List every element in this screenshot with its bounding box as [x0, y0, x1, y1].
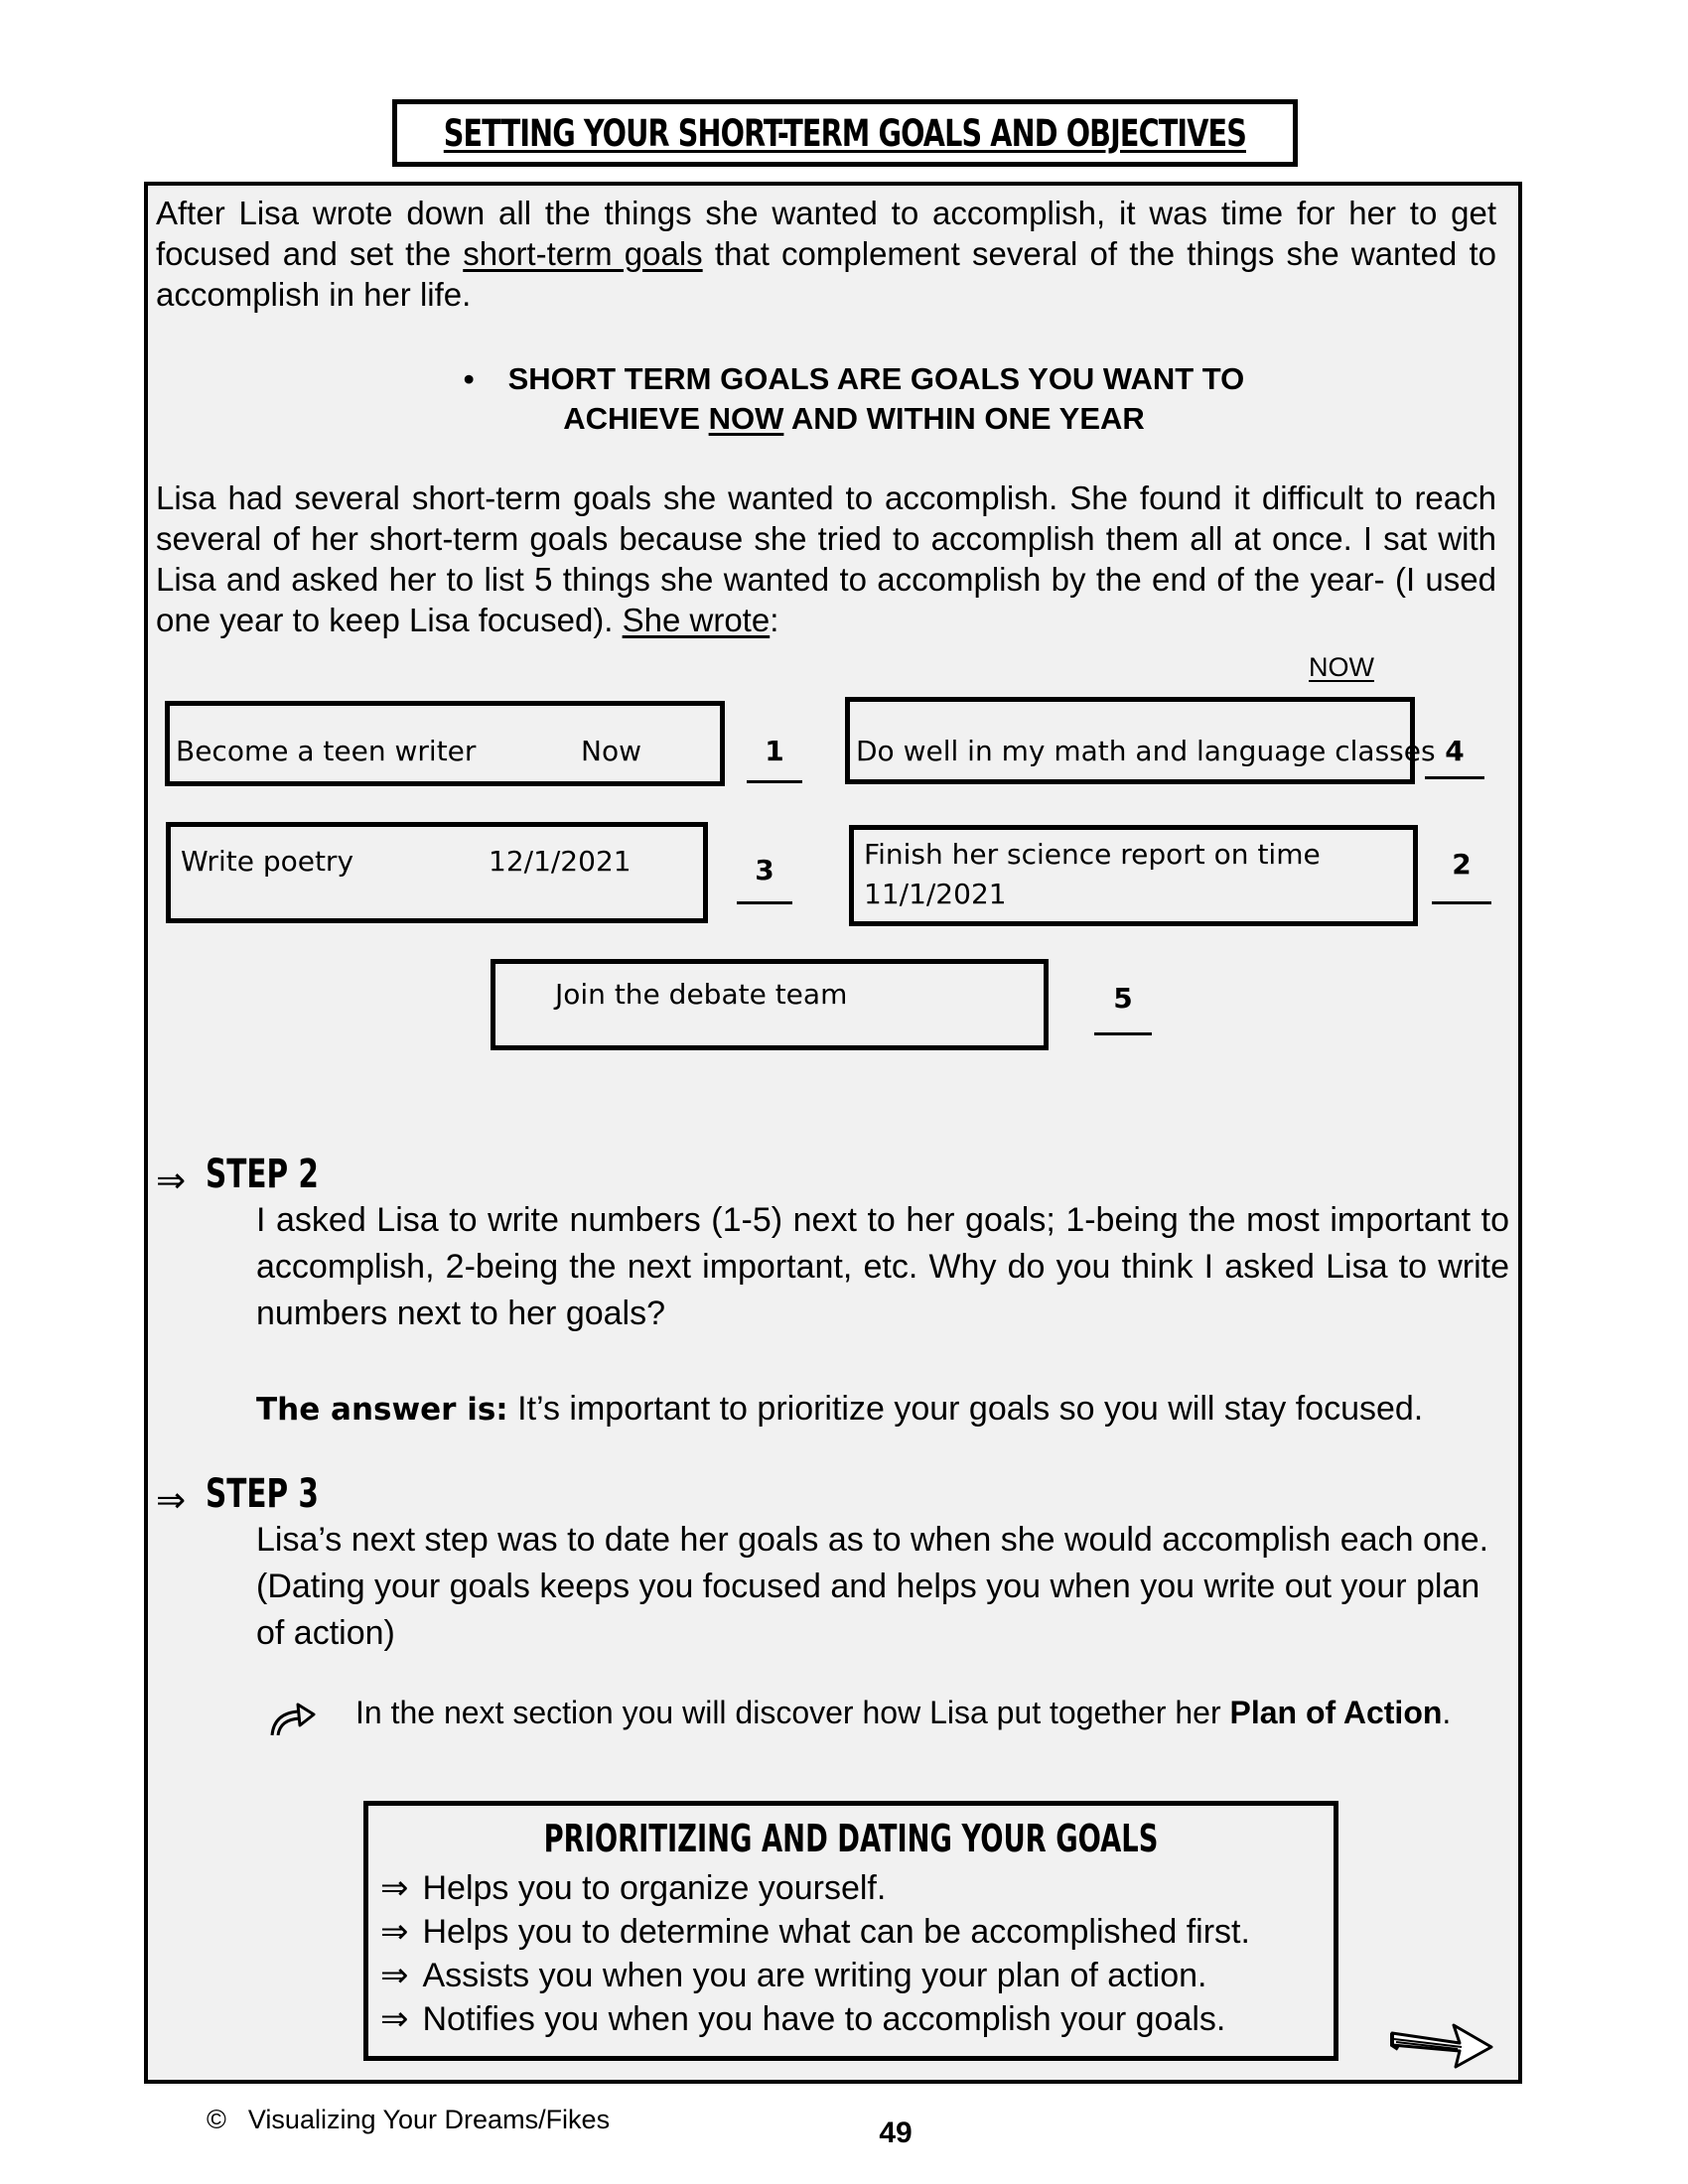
- arrow-icon: ⇒: [380, 1913, 409, 1951]
- curved-arrow-icon: [266, 1700, 320, 1739]
- goal-box: [845, 697, 1436, 784]
- copyright-icon: ©: [207, 2105, 226, 2134]
- step-2-text: I asked Lisa to write numbers (1-5) next to her goals; 1-being the most important to accomplish, 2-being the next important, etc. Why do you think I asked Lisa to write numbers next to her goals?: [256, 1201, 1509, 1332]
- intro-text-end: that complement several of the things she wanted to accomplish in her life.: [156, 235, 1496, 313]
- now-note: NOW: [1309, 652, 1374, 682]
- rank-line: [1425, 776, 1484, 779]
- rank-line: [747, 780, 802, 783]
- step-arrow-icon: ⇒: [156, 1479, 187, 1520]
- footer-credit: [207, 2105, 610, 2135]
- step-arrow-icon: ⇒: [156, 1160, 187, 1200]
- definition-line-2-start: ACHIEVE: [563, 401, 709, 436]
- intro-paragraph: [156, 193, 1496, 315]
- summary-title: PRIORITIZING AND DATING YOUR GOALS: [543, 1817, 1159, 1860]
- arrow-icon: ⇒: [380, 2000, 409, 2038]
- step-3-text: Lisa’s next step was to date her goals as to when she would accomplish each one. (Dating your goals keeps you focused and helps you when you write out your plan of action): [256, 1521, 1489, 1652]
- summary-item-text: Assists you when you are writing your plan of action.: [422, 1957, 1207, 1994]
- summary-item: [380, 1866, 1250, 1910]
- goal-text: Join the debate team: [555, 978, 848, 1011]
- arrow-icon: ⇒: [380, 1957, 409, 1994]
- goal-text: Finish her science report on time: [864, 838, 1321, 871]
- plan-of-action-label: Plan of Action: [1229, 1695, 1443, 1730]
- answer-text: It’s important to prioritize your goals so you will stay focused.: [507, 1390, 1424, 1428]
- step-2-answer: [256, 1386, 1509, 1433]
- summary-item: [380, 1954, 1250, 1997]
- goal-text: Do well in my math and language classes: [856, 735, 1436, 767]
- goal-rank: 5: [1113, 982, 1133, 1015]
- next-page-arrow-icon: [1388, 2019, 1497, 2071]
- goal-rank: 2: [1452, 848, 1472, 881]
- goal-box: [849, 825, 1418, 926]
- rank-line: [1432, 901, 1491, 904]
- page-title: SETTING YOUR SHORT-TERM GOALS AND OBJECTIVES: [443, 111, 1247, 155]
- goal-text: Write poetry: [181, 845, 354, 878]
- story-paragraph: [156, 478, 1496, 640]
- definition-bullet: [397, 359, 1311, 439]
- goal-box: [165, 701, 725, 786]
- summary-item: [380, 1997, 1250, 2041]
- story-colon: :: [770, 602, 779, 638]
- summary-item-text: Notifies you when you have to accomplish your goals.: [422, 2000, 1226, 2038]
- goal-date: 11/1/2021: [864, 878, 1007, 910]
- story-text: Lisa had several short-term goals she wanted to accomplish. She found it difficult to reach several of her short-term goals because she tried to accomplish them all at once. I sat with Lisa and asked her to list 5 things she wanted to accomplish by the end of the year- (I used one year to keep Lisa focused).: [156, 479, 1496, 638]
- goal-text: Become a teen writer: [176, 735, 477, 767]
- summary-item-text: Helps you to determine what can be accomplished first.: [422, 1913, 1250, 1951]
- goal-box: [166, 822, 708, 923]
- rank-line: [737, 901, 792, 904]
- footer-credit-text: Visualizing Your Dreams/Fikes: [247, 2105, 611, 2134]
- summary-item-text: Helps you to organize yourself.: [422, 1869, 887, 1907]
- short-term-goals-term: short-term goals: [463, 235, 703, 272]
- answer-label: The answer is:: [256, 1392, 508, 1428]
- definition-line-1: SHORT TERM GOALS ARE GOALS YOU WANT TO: [507, 361, 1245, 396]
- she-wrote-label: She wrote: [622, 602, 771, 638]
- goal-rank: 3: [755, 854, 774, 887]
- next-section-note: [355, 1694, 1458, 1731]
- bullet-icon: •: [463, 361, 475, 396]
- goal-date: 12/1/2021: [489, 845, 632, 878]
- goal-box: [491, 959, 1049, 1050]
- page-title-box: [392, 99, 1298, 167]
- next-section-text: In the next section you will discover how Lisa put together her: [355, 1695, 1230, 1730]
- goal-rank: 1: [765, 735, 784, 767]
- summary-list: [380, 1866, 1250, 2041]
- rank-line: [1094, 1032, 1152, 1035]
- goal-date: Now: [581, 735, 641, 767]
- next-section-period: .: [1442, 1695, 1452, 1730]
- goal-rank: 4: [1445, 735, 1465, 767]
- page-number: 49: [879, 2116, 913, 2149]
- arrow-icon: ⇒: [380, 1869, 409, 1907]
- summary-item: [380, 1910, 1250, 1954]
- step-2-heading: STEP 2: [206, 1152, 319, 1197]
- content-frame: [144, 182, 1522, 2084]
- definition-line-2-end: AND WITHIN ONE YEAR: [783, 401, 1145, 436]
- definition-now: NOW: [708, 401, 784, 436]
- step-3-heading: STEP 3: [206, 1471, 319, 1517]
- intro-text-start: After Lisa wrote down all the things she wanted to accomplish, it was time for her to get focused and set the: [156, 195, 1496, 272]
